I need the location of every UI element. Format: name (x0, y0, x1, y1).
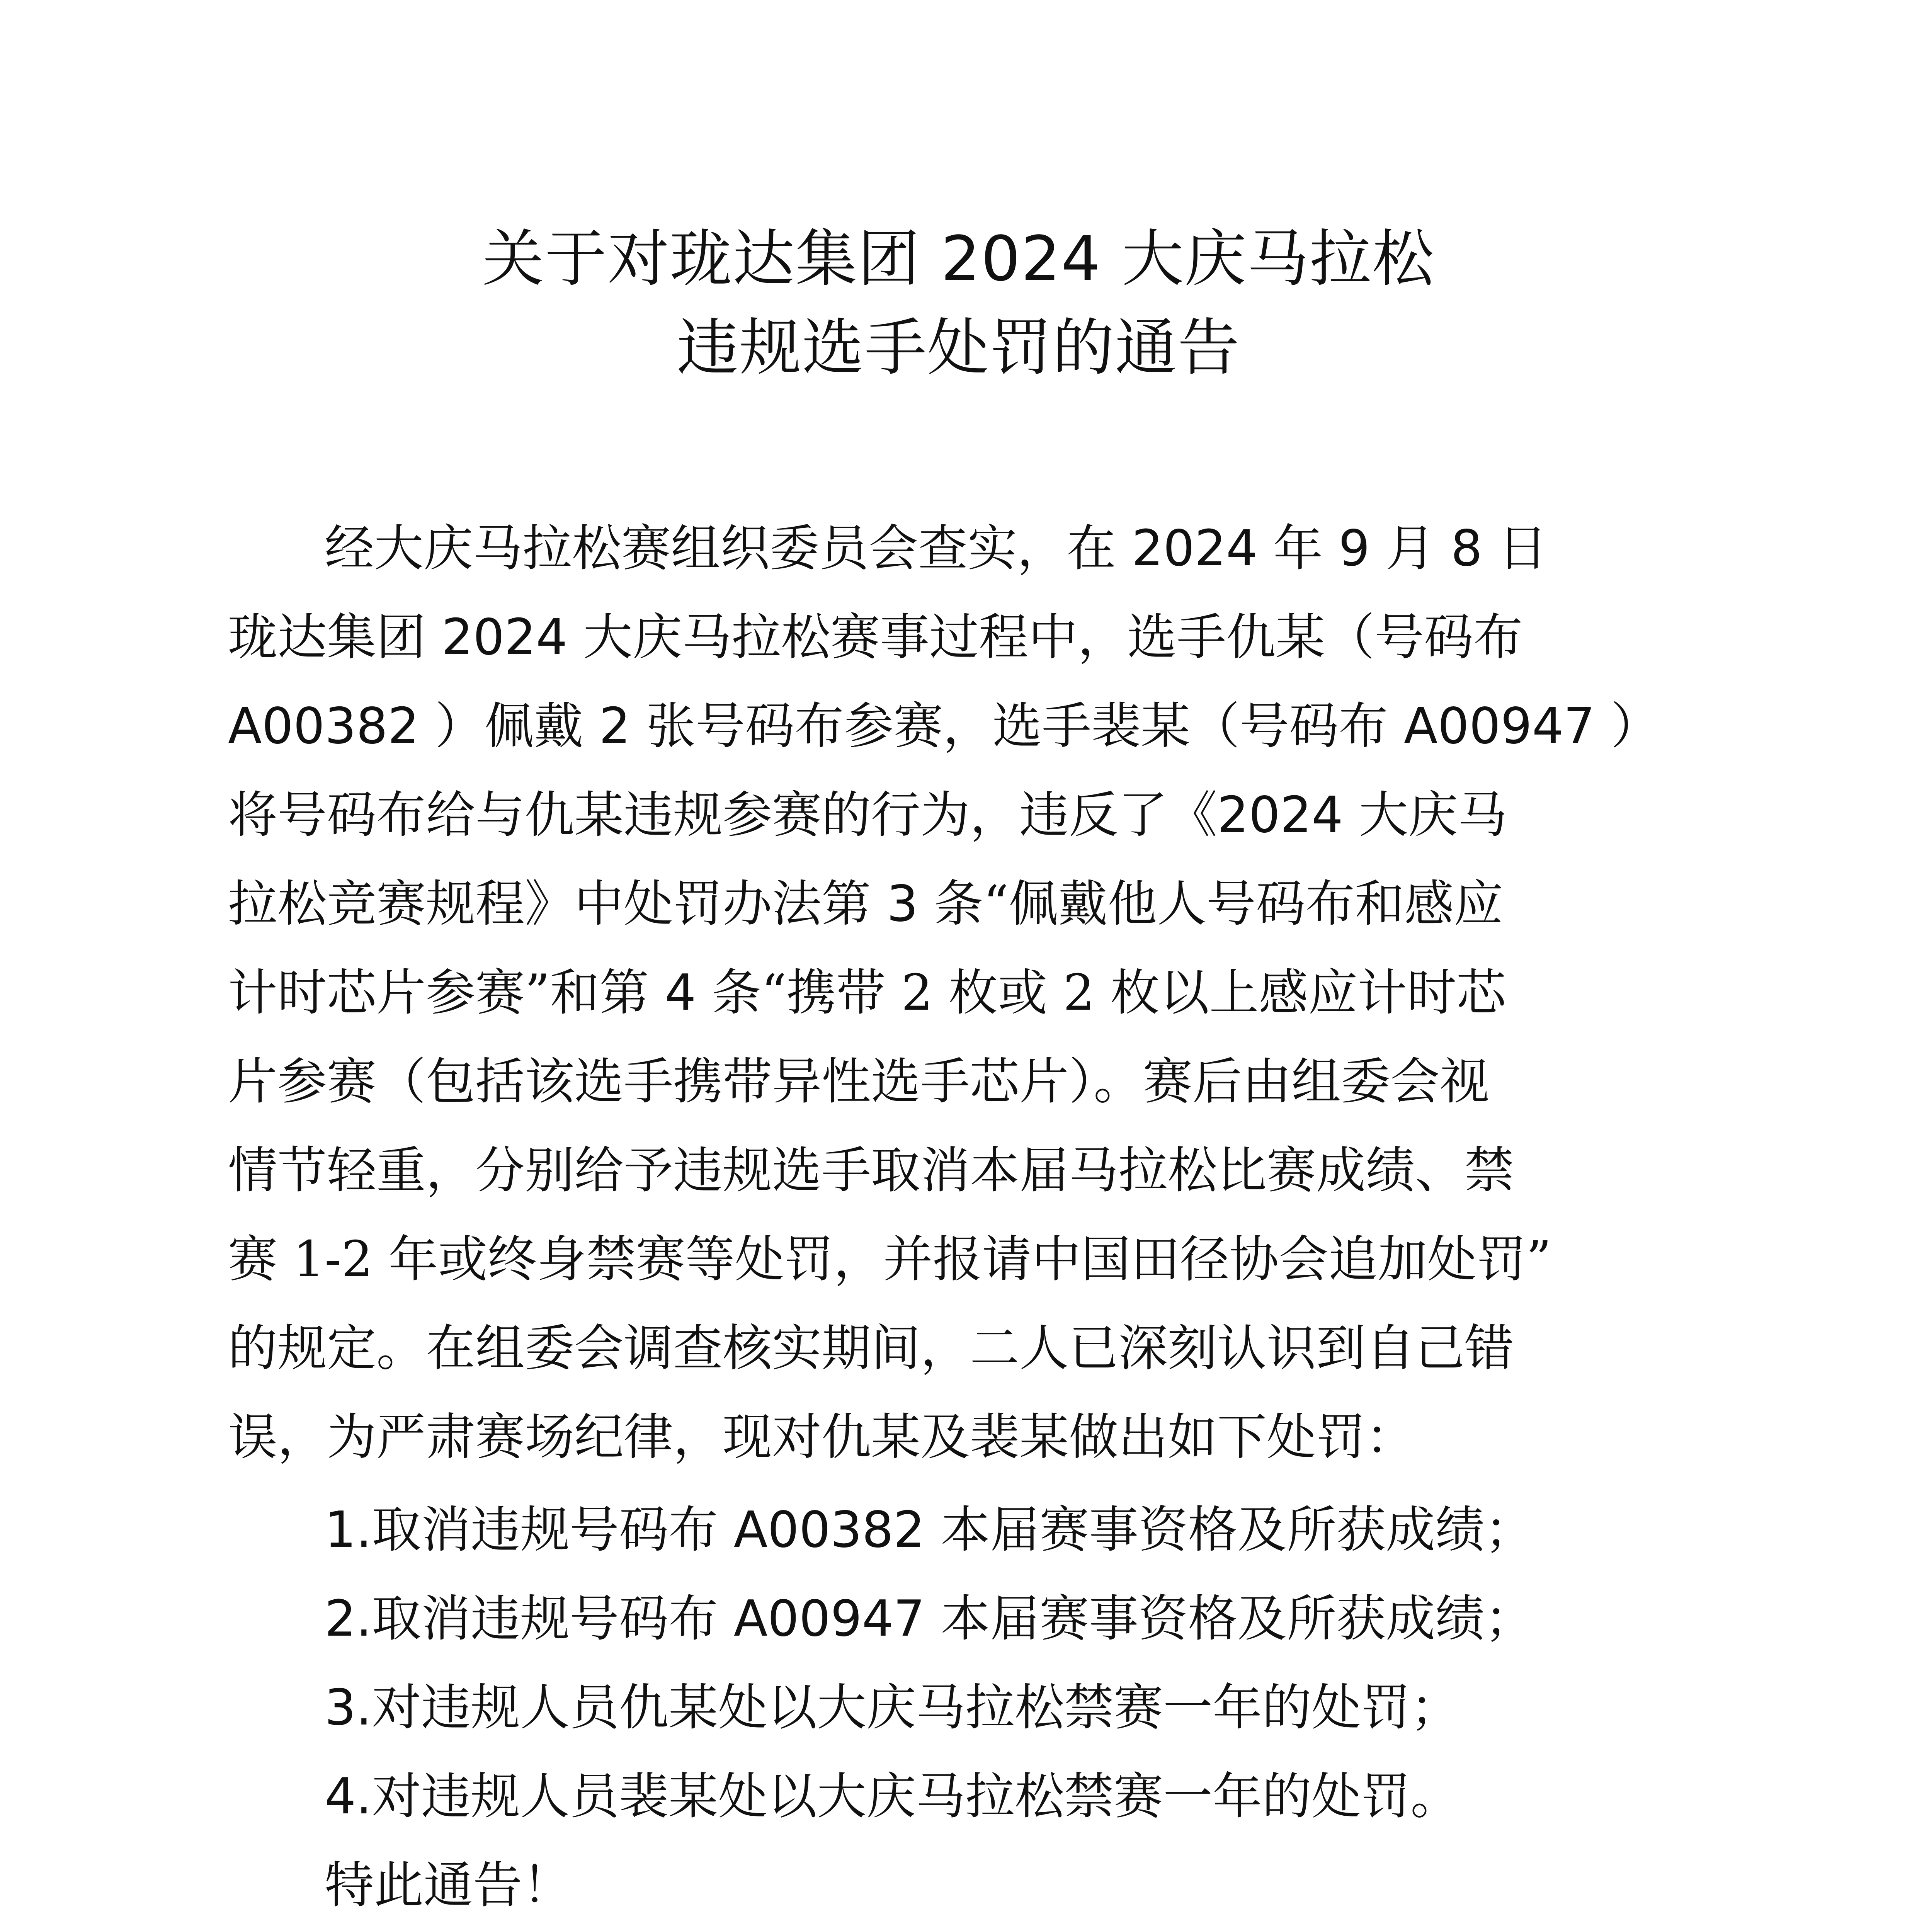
rule-4-ref: 和第 4 条 (550, 964, 762, 1022)
penalty-item-3: 3.对违规人员仇某处以大庆马拉松禁赛一年的处罚； (325, 1679, 1460, 1736)
closing-line: 特此通告！ (325, 1857, 572, 1914)
document-title-line-2: 违规选手处罚的通告 (677, 311, 1240, 384)
body-line-3: A00382 ）佩戴 2 张号码布参赛，选手裴某（号码布 A00947 ） (228, 697, 1660, 755)
body-line-6 (228, 962, 1538, 1024)
body-line-5-text: 拉松竞赛规程》中处罚办法第 3 条 (228, 875, 983, 933)
quoted-line-7: 片参赛（包括该选手携带异性选手芯片）。赛后由组委会视 (228, 1053, 1490, 1111)
body-line-10: 的规定。在组委会调查核实期间，二人已深刻认识到自己错 (228, 1320, 1514, 1377)
quoted-rule-3-start: “佩戴他人号码布和感应 (983, 875, 1504, 933)
body-line-4: 将号码布给与仇某违规参赛的行为，违反了《2024 大庆马 (228, 786, 1507, 844)
quoted-line-9: 赛 1-2 年或终身禁赛等处罚，并报请中国田径协会追加处罚” (228, 1231, 1551, 1288)
quoted-rule-3-end: 计时芯片参赛” (228, 964, 550, 1022)
body-line-11: 误，为严肃赛场纪律，现对仇某及裴某做出如下处罚： (228, 1408, 1415, 1466)
body-line-5 (228, 873, 1538, 935)
penalty-item-1: 1.取消违规号码布 A00382 本届赛事资格及所获成绩； (325, 1501, 1534, 1559)
document-title-line-1: 关于对珑达集团 2024 大庆马拉松 (482, 223, 1435, 295)
body-line-2: 珑达集团 2024 大庆马拉松赛事过程中，选手仇某（号码布 (228, 609, 1523, 666)
penalty-item-2: 2.取消违规号码布 A00947 本届赛事资格及所获成绩； (325, 1590, 1534, 1648)
body-line-1: 经大庆马拉松赛组织委员会查实，在 2024 年 9 月 8 日 (325, 520, 1548, 577)
penalty-item-4: 4.对违规人员裴某处以大庆马拉松禁赛一年的处罚。 (325, 1768, 1460, 1825)
quoted-rule-4-start: “携带 2 枚或 2 枚以上感应计时芯 (761, 964, 1506, 1022)
quoted-line-8: 情节轻重，分别给予违规选手取消本届马拉松比赛成绩、禁 (228, 1142, 1514, 1199)
